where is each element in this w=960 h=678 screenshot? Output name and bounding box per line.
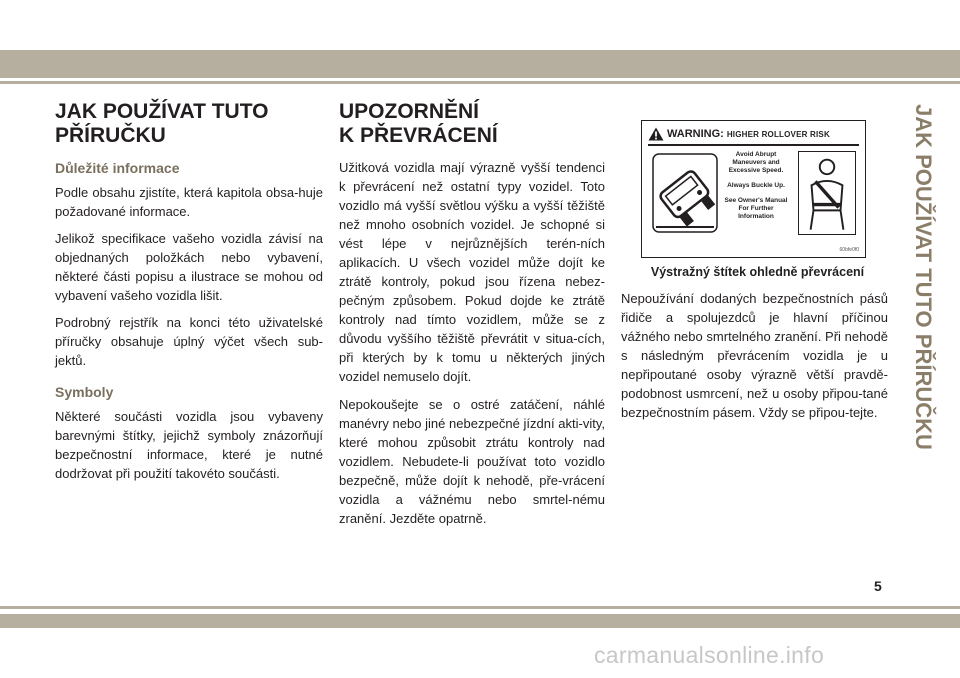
warning-text-manual: See Owner's Manual For Further Information bbox=[724, 197, 788, 220]
warning-text-buckle: Always Buckle Up. bbox=[727, 182, 785, 189]
rollover-warning-label-figure bbox=[641, 120, 866, 258]
warning-subtitle: HIGHER ROLLOVER RISK bbox=[726, 129, 830, 139]
page-number: 5 bbox=[874, 578, 882, 594]
section-title-rollover bbox=[339, 100, 605, 148]
side-chapter-title-text: JAK POUŽÍVAT TUTO PŘÍRUČKU bbox=[911, 104, 936, 450]
warning-text-maneuvers: Avoid Abrupt Maneuvers and Excessive Speed. bbox=[728, 151, 784, 174]
column-how-to-use bbox=[55, 100, 323, 491]
seatbelt-person-icon bbox=[798, 151, 856, 235]
warning-header bbox=[648, 127, 859, 141]
top-rule bbox=[0, 81, 960, 84]
bottom-decorative-band bbox=[0, 614, 960, 628]
watermark-text: carmanualsonline.info bbox=[594, 642, 825, 668]
side-chapter-title bbox=[903, 104, 943, 466]
title-line-1: JAK POUŽÍVAT TUTO bbox=[55, 100, 269, 123]
warning-triangle-icon bbox=[648, 127, 664, 141]
subhead-symbols: Symboly bbox=[55, 384, 114, 400]
paragraph: Jelikož specifikace vašeho vozidla závisí na objednaných položkách nebo vybavení, některé části popisu a ilustrace se mohou od vybavení vašeho vozidla lišit. bbox=[55, 231, 323, 303]
column-figure bbox=[621, 100, 888, 430]
figure-code: 60bfe0f0 bbox=[839, 247, 859, 253]
subhead-important-info: Důležité informace bbox=[55, 160, 180, 176]
warning-label-text bbox=[720, 151, 792, 228]
column-rollover-warning bbox=[339, 100, 605, 537]
bottom-rule bbox=[0, 606, 960, 609]
section-title-how-to-use bbox=[55, 100, 323, 148]
rollover-vehicle-icon bbox=[652, 153, 718, 233]
paragraph: Podrobný rejstřík na konci této uživatelské příručky obsahuje úplný výčet všech sub-jektů. bbox=[55, 315, 323, 368]
title-line-1: UPOZORNĚNÍ bbox=[339, 100, 480, 123]
paragraph: Podle obsahu zjistíte, která kapitola obsa-huje požadované informace. bbox=[55, 185, 323, 219]
paragraph: Užitková vozidla mají výrazně vyšší tendenci k převrácení než ostatní typy vozidel. Toto vozidlo má vyšší světlou výšku a vyšší těžiště než mnoho osobních vozidel. Je schopné si vést lépe v nejrůznějších terén-ních aplikacích. U všech vozidel může dojít ke ztrátě kontroly, pokud jsou řízena nebez-pečným způsobem. Pokud dojde ke ztrátě kontroly nad tímto vozidlem, může se z důvodu vyššího těžiště převrátit v situa-cích, při kterých by k tomu u některých jiných vozidel nemuselo dojít. bbox=[339, 160, 605, 384]
title-line-2: K PŘEVRÁCENÍ bbox=[339, 124, 498, 147]
paragraph: Nepokoušejte se o ostré zatáčení, náhlé manévry nebo jiné nebezpečné jízdní akti-vity, které mohou způsobit ztrátu kontroly nad vozidlem. Nebudete-li používat toto vozidlo bezpečně, může dojít k nehodě, pře-vrácení vozidla a vážnému nebo smrtel-nému zranění. Jezděte opatrně. bbox=[339, 397, 605, 526]
figure-caption: Výstražný štítek ohledně převrácení bbox=[650, 265, 865, 279]
top-decorative-band bbox=[0, 50, 960, 78]
paragraph: Některé součásti vozidla jsou vybaveny barevnými štítky, jejichž symboly znázorňují bezpečnostní informace, které je nutné dodržovat při použití takovéto součásti. bbox=[55, 409, 323, 481]
title-line-2: PŘÍRUČKU bbox=[55, 124, 166, 147]
warning-rule bbox=[648, 144, 859, 146]
paragraph: Nepoužívání dodaných bezpečnostních pásů řidiče a spolujezdců je hlavní příčinou vážného nebo smrtelného zranění. Při nehodě s následným převrácením vozidla je u nepřipoutané osoby výrazně větší pravdě-podobnost usmrcení, než u osoby připou-tané bezpečnostním pásem. Vždy se připou-tejte. bbox=[621, 291, 888, 420]
warning-word: WARNING: bbox=[667, 128, 724, 140]
